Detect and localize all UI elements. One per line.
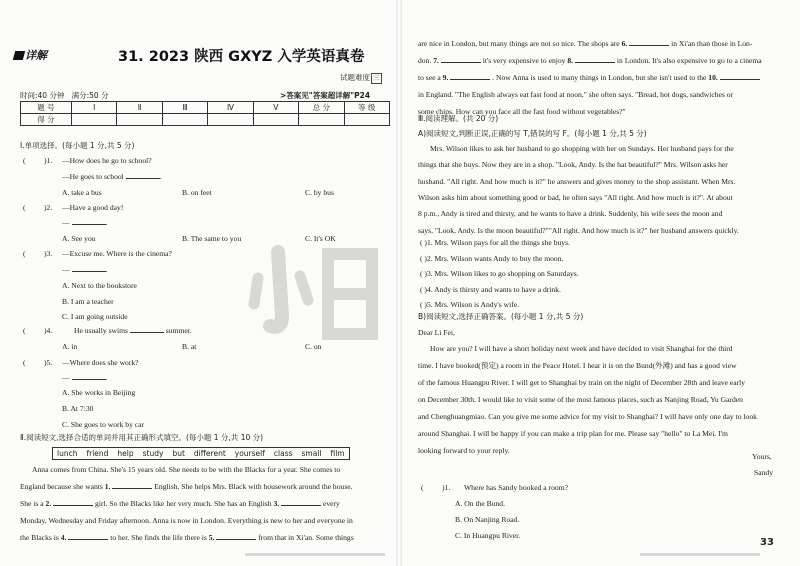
question-number: )1. [44,156,53,165]
answer-blank[interactable] [281,498,321,506]
score-cell[interactable] [162,114,207,126]
reading-line: husband. "All right. And how much is it?" he answers and gives money to the shop assistant. When Mrs. [418,176,736,186]
question-number: )1. [442,483,451,492]
difficulty-mark-icon: 三 [371,73,382,84]
table-header-cell: Ⅱ [117,102,162,114]
blank-number: 6. [621,39,628,48]
answer-blank[interactable] [53,498,93,506]
answer-reference: >答案见"答案超详解"P24 [280,91,371,100]
question-number: )2. [44,203,53,212]
word-bank-item: small [301,449,322,458]
score-cell[interactable] [71,114,116,126]
option-c[interactable]: C. In Huangpu River. [455,531,521,540]
passage-line-right: some chips. How can you face all the fast food without vegetables?" [418,107,626,116]
question-stem: —Excuse me. Where is the cinema? [62,249,172,258]
blank-number: 5. [208,533,215,542]
option-a[interactable]: A. See you [62,234,96,243]
table-header-cell: Ⅲ [162,102,207,114]
option-c[interactable]: C. by bus [305,188,334,197]
letter-greeting: Dear Li Fei, [418,328,455,337]
letter-line: How are you? I will have a short holiday next week and have decided to visit Shanghai for the third [430,344,733,353]
question-stem: He usually swims summer. [74,326,192,335]
section-heading: Ⅲ.阅读理解。(共 20 分) [418,114,499,123]
question-response: — . [62,218,108,227]
subsection-heading: A)阅读短文,判断正误,正确的写 T,错误的写 F。(每小题 1 分,共 5 分) [418,129,647,138]
exam-meta: 时间:40 分钟 满分:50 分 [20,91,109,100]
passage-line-right: don. 7. it's very expensive to enjoy 8. in London. It's also expensive to go to a cinema [418,56,762,65]
blank-number: 7. [433,56,439,65]
question-bracket: ( [23,249,26,258]
score-cell[interactable] [299,114,344,126]
question-stem: —How does he go to school? [62,156,152,165]
footer-decoration [640,553,760,556]
question-stem: —Have a good day! [62,203,124,212]
word-bank-item: but [172,449,185,458]
score-cell[interactable] [208,114,253,126]
true-false-question[interactable]: ( )4. Andy is thirsty and wants to have a drink. [420,284,561,294]
blank-number: 8. [567,56,574,65]
word-bank-item: lunch [57,449,78,458]
true-false-question[interactable]: ( )2. Mrs. Wilson wants Andy to buy the moon. [420,253,564,263]
true-false-question[interactable]: ( )5. Mrs. Wilson is Andy's wife. [420,300,520,309]
blank-number: 9. [442,73,449,82]
difficulty-rating: 试题难度 三 [340,72,382,84]
option-c[interactable]: C. It's OK [305,234,336,243]
question-bracket: ( [23,326,26,335]
reading-line: Wilson asks him about something good or bad, he often says "All right. And how much is it?". At about [418,192,733,202]
score-cell[interactable] [344,114,390,126]
table-header-cell: Ⅴ [253,102,298,114]
table-header-cell: Ⅰ [71,102,116,114]
answer-blank[interactable] [130,325,164,333]
passage-line-left: Anna comes from China. She's 15 years old. She needs to be with the Blacks for a year. She comes to [32,465,341,474]
answer-blank[interactable] [629,38,669,46]
brand-logo: 详解 [14,47,47,63]
question-bracket: ( [421,483,424,492]
reading-line: says, "Look, Andy. Is the moon beautiful?""All right. And how much is it?" her husband answers quickly. [418,225,739,235]
answer-blank[interactable] [450,72,490,80]
book-gutter [396,0,402,566]
option-a[interactable]: A. On the Bund. [455,499,505,508]
letter-line: time. I have booked(预定) a room in the Peace Hotel. I hear it is on the Bund(外滩) and has a good view [418,361,737,370]
option-c[interactable]: C. on [305,342,322,351]
true-false-question[interactable]: ( )3. Mrs. Wilson likes to go shopping on Saturdays. [420,269,579,278]
question-stem: Where has Sandy booked a room? [464,483,568,492]
word-bank-item: different [193,449,226,458]
option-b[interactable]: B. The same to you [182,234,242,243]
word-bank-item: help [117,449,134,458]
subsection-heading: B)阅读短文,选择正确答案。(每小题 1 分,共 5 分) [418,312,584,321]
answer-blank[interactable] [72,217,106,225]
option-c[interactable]: C. She goes to work by car [62,420,145,429]
passage-line-left: the Blacks is 4. to her. She finds the life there is 5. from that in Xi'an. Some things [20,533,354,542]
letter-line: around Shanghai. I will be happy if you can make a trip plan for me. Please say "hello" to La Mei. I'm [418,429,728,438]
table-header-cell: Ⅳ [208,102,253,114]
question-response: — . [62,265,108,274]
reading-line: 8 p.m., Andy is tired and thirsty, and he wants to have a drink. Suddenly, his wife sees the moon and [418,209,723,219]
answer-blank[interactable] [441,55,481,63]
option-b[interactable]: B. on feet [182,188,212,197]
passage-line-right: in England. "The English always eat fast food at noon," she often says. "Bread, hot dogs, sandwiches or [418,90,734,99]
option-b[interactable]: B. At 7:30 [62,404,94,413]
blank-number: 1. [104,482,111,491]
exam-title: 31. 2023 陕西 GXYZ 入学英语真卷 [118,49,365,65]
true-false-question[interactable]: ( )1. Mrs. Wilson pays for all the things she buys. [420,238,570,247]
question-number: )4. [44,326,53,335]
option-b[interactable]: B. On Nanjing Road. [455,515,520,524]
answer-blank[interactable] [72,372,106,380]
letter-line: looking forward to your reply. [418,446,510,455]
word-bank-item: yourself [234,449,265,458]
passage-line-right: are nice in London, but many things are not so nice. The shops are 6. in Xi'an than those in Lon- [418,39,753,48]
answer-blank[interactable] [216,532,256,540]
letter-line: of the famous Huangpu River. I will get to Shanghai by train on the night of December 28th and leave early [418,378,746,387]
table-header-cell: 总 分 [299,102,344,114]
blank-number: 4. [60,533,67,542]
option-a[interactable]: A. take a bus [62,188,102,197]
answer-blank[interactable] [720,72,760,80]
watermark-logo [248,238,380,346]
question-stem: —Where does she work? [62,358,139,367]
score-cell[interactable] [253,114,298,126]
score-cell[interactable] [117,114,162,126]
question-response: —He goes to school . [62,172,162,181]
word-bank-item: class [273,449,293,458]
table-header-cell: 等 级 [344,102,390,114]
blank-number: 10. [708,73,718,82]
footer-decoration [245,553,385,556]
passage-line-left: England because she wants 1. English. She helps Mrs. Black with housework around the house. [20,482,353,491]
score-table [20,101,390,126]
question-response: — . [62,373,108,382]
option-b[interactable]: B. at [182,342,197,351]
page-number: 33 [760,537,774,548]
word-bank-item: film [330,449,345,458]
question-number: )5. [44,358,53,367]
option-a[interactable]: A. in [62,342,78,351]
table-row-label: 得 分 [21,114,72,126]
option-c[interactable]: C. I am going outside [62,312,128,321]
passage-line-left: She is a 2. girl. So the Blacks like her very much. She has an English 3. every [20,499,340,508]
word-bank-item: friend [86,449,109,458]
passage-line-left: Monday, Wednesday and Friday afternoon. Anna is now in London. Everything is new to her and everyone in [20,516,353,525]
word-bank-item: study [142,449,164,458]
table-header-label: 题 号 [21,102,72,114]
question-number: )3. [44,249,53,258]
option-a[interactable]: A. She works in Beijing [62,388,136,397]
section-heading: Ⅱ.阅读短文,选择合适的单词并用其正确形式填空。(每小题 1 分,共 10 分) [20,433,264,442]
reading-line: things that she buys. Now they are in a shop. "Look, Andy. Is the hat beautiful?" Mrs. Wilson asks her [418,160,728,170]
letter-closing: Yours, [752,452,772,461]
question-bracket: ( [23,358,26,367]
answer-blank[interactable] [72,264,106,272]
question-bracket: ( [23,203,26,212]
option-b[interactable]: B. I am a teacher [62,297,114,306]
reading-line: Mrs. Wilson likes to ask her husband to go shopping with her on Sundays. Her husband pays for the [430,144,734,153]
answer-blank[interactable] [575,55,615,63]
answer-blank[interactable] [68,532,108,540]
word-bank [52,447,350,460]
letter-line: on December 30th. I would like to visit some of the most famous places, such as Nanjing Road, Yu Garden [418,395,743,404]
blank-number: 2. [45,499,52,508]
question-bracket: ( [23,156,26,165]
letter-line: and Chenghuangmiao. Can you give me some advice for my visit to Shanghai? I will have only one day to look [418,412,757,421]
option-a[interactable]: A. Next to the bookstore [62,281,137,290]
answer-blank[interactable] [126,171,160,179]
section-heading: Ⅰ.单项选择。(每小题 1 分,共 5 分) [20,141,135,150]
blank-number: 3. [273,499,280,508]
answer-blank[interactable] [112,481,152,489]
letter-signature: Sandy [754,468,773,477]
passage-line-right: to see a 9. . Now Anna is used to many things in London, but she isn't used to the 10. [418,72,760,83]
